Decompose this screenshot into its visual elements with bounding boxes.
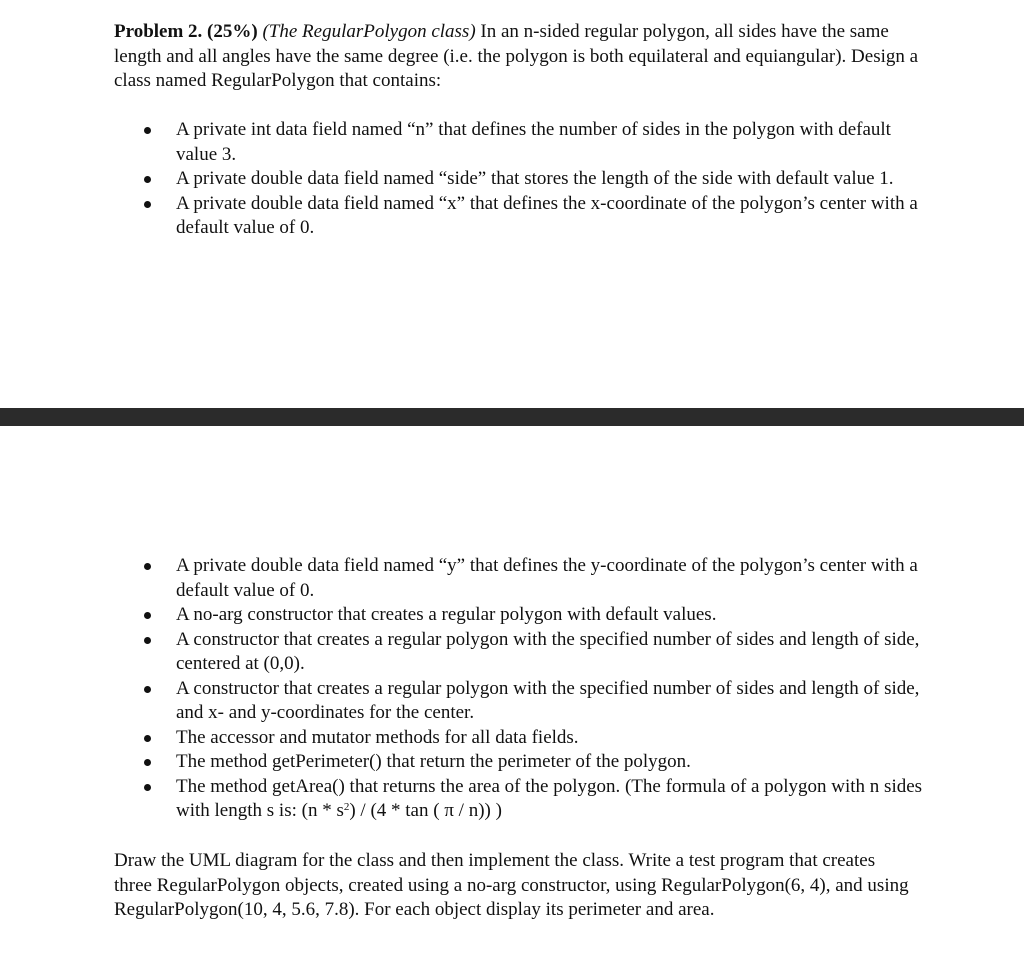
bullet-icon [144, 759, 151, 766]
list-item: A private double data field named “x” that defines the x-coordinate of the polygon’s center with a default value of 0. [0, 192, 928, 241]
bullet-icon [144, 176, 151, 183]
bullet-icon [144, 784, 151, 791]
page-bottom [0, 426, 1024, 965]
closing-instructions: Draw the UML diagram for the class and then implement the class. Write a test program that creates three RegularPolygon objects, created using a no-arg constructor, using RegularPolygon(6, 4), and using RegularPolygon(10, 4, 5.6, 7.8). For each object display its perimeter and area. [114, 850, 909, 920]
bullet-icon [144, 201, 151, 208]
list-item: A private double data field named “side” that stores the length of the side with default value 1. [0, 167, 928, 192]
problem-heading: Problem 2. (25%) [114, 21, 258, 42]
list-item: The method getArea() that returns the area of the polygon. (The formula of a polygon with n sides with length s is: $(n * s^2) / (4$ * tan ( π / n)) ) [0, 775, 928, 824]
superscript: 2 [343, 801, 350, 813]
list-item: A constructor that creates a regular polygon with the specified number of sides and length of side, centered at (0,0). [0, 628, 928, 677]
list-item: A private int data field named “n” that defines the number of sides in the polygon with default value 3. [0, 118, 928, 167]
page-top [0, 0, 1024, 408]
list-item: A constructor that creates a regular polygon with the specified number of sides and length of side, and x- and y-coordinates for the center. [0, 677, 928, 726]
bullet-icon [144, 735, 151, 742]
problem-subtitle: (The RegularPolygon class) [262, 21, 476, 42]
bullet-icon [144, 127, 151, 134]
bullet-icon [144, 563, 151, 570]
list-item: A no-arg constructor that creates a regular polygon with default values. [0, 603, 928, 628]
list-item: A private double data field named “y” that defines the y-coordinate of the polygon’s center with a default value of 0. [0, 554, 928, 603]
bullet-icon [144, 637, 151, 644]
field-list-bottom [0, 554, 1000, 824]
field-list-top [0, 118, 1000, 241]
page-separator [0, 408, 1024, 426]
problem-intro-text: In an n-sided regular polygon, all sides have the same length and all angles have the same degree (i.e. the polygon is both equilateral and equiangular). Design a class named RegularPolygon that contains: [114, 21, 919, 91]
list-item: The method getPerimeter() that return the perimeter of the polygon. [0, 750, 928, 775]
bullet-icon [144, 686, 151, 693]
problem-intro [114, 20, 934, 94]
list-item: The accessor and mutator methods for all data fields. [0, 726, 928, 751]
bullet-icon [144, 612, 151, 619]
